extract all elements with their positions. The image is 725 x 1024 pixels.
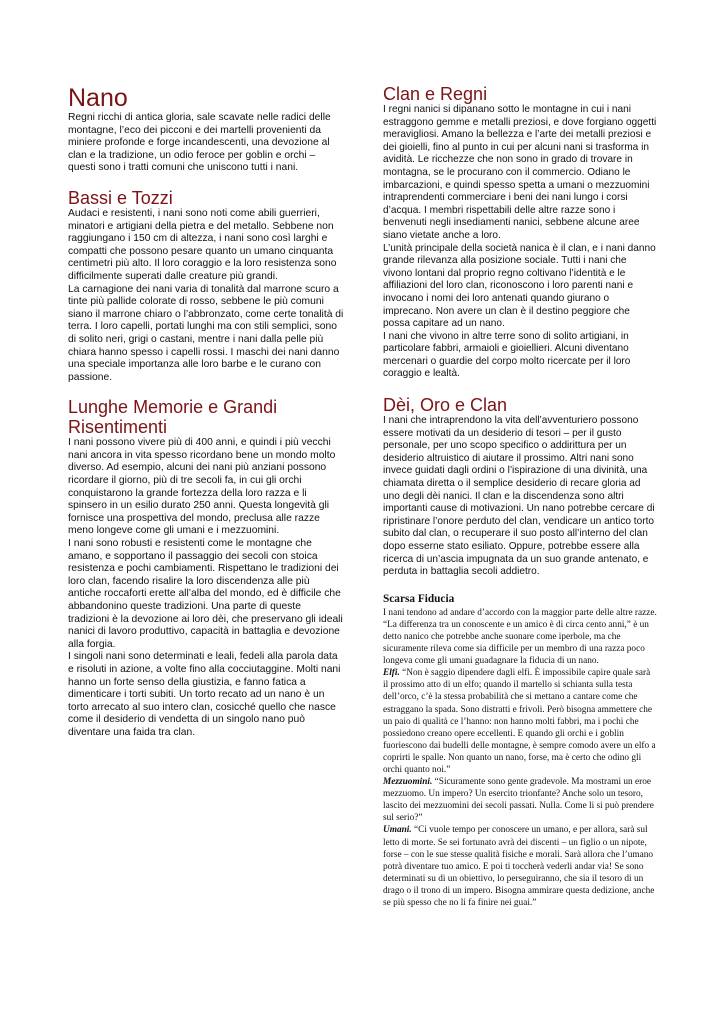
section-title-dei-oro-e-clan: Dèi, Oro e Clan [383, 395, 508, 416]
sidebar-entry-elfi [383, 667, 657, 776]
section-title-bassi-e-tozzi: Bassi e Tozzi [68, 187, 173, 208]
sidebar-title: Scarsa Fiducia [383, 592, 455, 605]
paragraph: I regni nanici si dipanano sotto le montagne in cui i nani estraggono gemme e metalli preziosi, e dove forgiano oggetti meravigliosi. Amano la bellezza e l’arte dei metalli preziosi e dei gioielli, fino al punto in cui per alcuni nani si trasforma in avidità. Le ricchezze che non sono in grado di trovare in montagna, se le procurano con il commercio. Odiano le imbarcazioni, e quindi spesso spetta a umani o mezzuomini intraprendenti commerciare i beni dei nani lungo i corsi d’acqua. I membri rispettabili delle altre razze sono i benvenuti negli insediamenti nanici, sebbene alcune aree siano vietate anche a loro. [383, 104, 657, 241]
paragraph: I nani possono vivere più di 400 anni, e quindi i più vecchi nani ancora in vita spesso ricordano bene un mondo molto diverso. Ad esempio, alcuni dei nani più anziani possono ricordare il giorno, più di tre secoli fa, in cui gli orchi conquistarono la grande fortezza della loro razza e li spinsero in un esilio durato 250 anni. Questa longevità gli fornisce una prospettiva del mondo, preclusa alle razze meno longeve come gli umani e i mezzuomini. [68, 437, 336, 537]
section-title-clan-e-regni: Clan e Regni [383, 84, 488, 104]
sidebar-entry-umani [383, 824, 657, 909]
section-title-lunghe-memorie: Lunghe Memorie e Grandi Risentimenti [68, 397, 278, 438]
page-title: Nano [68, 84, 128, 112]
sidebar-entry-mezzuomini [383, 776, 657, 824]
entry-label: Mezzuomini. [383, 777, 433, 788]
sidebar-scarsa-fiducia [383, 593, 657, 909]
entry-label: Umani. [383, 825, 412, 836]
right-column [383, 84, 657, 909]
paragraph: I nani sono robusti e resistenti come le montagne che amano, e sopportano il passaggio dei secoli con stoica resistenza e pochi cambiamenti. Rispettano le tradizioni dei loro clan, facendo risalire la loro discendenza alle più antiche roccaforti erette all’alba del mondo, ed è difficile che abbandonino queste tradizioni. Una parte di queste tradizioni è la devozione ai loro dèi, che preservano gli ideali nanici di lavoro produttivo, capacità in battaglia e devozione alla forgia. [68, 538, 343, 650]
paragraph: La carnagione dei nani varia di tonalità dal marrone scuro a tinte più pallide colorate di rosso, sebbene le più comuni siano il marrone chiaro o l’abbronzato, come certe tonalità di terra. I loro capelli, portati lunghi ma con stili semplici, sono di solito neri, grigi o castani, mentre i nani dalla pelle più chiara hanno spesso i capelli rossi. I maschi dei nani danno una speciale importanza alle loro barbe e le curano con passione. [68, 283, 344, 383]
sidebar-intro: I nani tendono ad andare d’accordo con la maggior parte delle altre razze. “La differenza tra un conoscente e un amico è di circa cento anni,” è un detto nanico che potrebbe anche suonare come iperbole, ma che sicuramente rileva come sia difficile per un membro di una razza poco longeva come gli umani guadagnare la fiducia di un nano. [383, 607, 657, 667]
paragraph: I singoli nani sono determinati e leali, fedeli alla parola data e risoluti in azione, a volte fino alla cocciutaggine. Molti nani hanno un forte senso della giustizia, e fanno fatica a dimenticare i torti subiti. Un torto recato ad un nano è un torto arrecato al suo intero clan, cosicché quello che nasce come il desiderio di vendetta di un singolo nano può diventare una faida tra clan. [68, 651, 341, 738]
paragraph: Audaci e resistenti, i nani sono noti come abili guerrieri, minatori e artigiani della pietra e del metallo. Sebbene non raggiungano i 150 cm di altezza, i nani sono così larghi e compatti che possono pesare quanto un umano cinquanta centimetri più alto. Il loro coraggio e la loro resistenza sono difficilmente superati dalle creature più grandi. [68, 207, 337, 282]
left-column [68, 84, 344, 740]
paragraph: I nani che intraprendono la vita dell’avventuriero possono essere motivati da un desiderio di tesori – per il gusto personale, per uno scopo specifico o addirittura per un desiderio altruistico di aiutare il prossimo. Altri nani sono invece guidati dagli ordini o l’ispirazione di una divinità, una chiamata diretta o il semplice desiderio di recare gloria ad uno degli dèi nanici. Il clan e la discendenza sono altri importanti cause di motivazioni. Un nano potrebbe cercare di ripristinare l’onore perduto del clan, vendicare un antico torto subito dal clan, o recuperare il suo posto all’interno del clan dopo esserne stato esiliato. Oppure, potrebbe essere alla ricerca di un’ascia impugnata da un suo grande antenato, e perduta in battaglia secoli addietro. [383, 415, 655, 578]
entry-text: “Ci vuole tempo per conoscere un umano, e per allora, sarà sul letto di morte. Se sei fortunato avrà dei discenti – un figlio o un nipote, forse – con le sue stesse qualità fisiche e morali. Sarà allora che l’umano potrà diventare tuo amico. E poi ti toccherà vederli andar via! Se sono determinati su di un obiettivo, lo perseguiranno, che sia il tesoro di un drago o il trono di un impero. Bisogna ammirare questa dedizione, anche se più spesso che no li fa finire nei guai.” [383, 825, 655, 909]
entry-text: “Non è saggio dipendere dagli elfi. È impossibile capire quale sarà il prossimo atto di un elfo; quando il martello si schianta sulla testa dell’orco, c’è la stessa probabilità che si mettano a cantare come che estraggano la spada. Sono distratti e frivoli. Però bisogna ammettere che un paio di qualità ce l’hanno: non hanno molti fabbri, ma i pochi che possiedono creano opere eccellenti. E quando gli orchi e i goblin fuoriescono dai budelli delle montagne, è sempre comodo avere un elfo a coprirti le spalle. Non quanto un nano, forse, ma è certo che odino gli orchi quanto noi.” [383, 668, 656, 775]
intro-paragraph: Regni ricchi di antica gloria, sale scavate nelle radici delle montagne, l’eco dei picconi e dei martelli provenienti da miniere profonde e forge incandescenti, una devozione al clan e la tradizione, un odio feroce per goblin e orchi – questi sono i tratti comuni che uniscono tutti i nani. [68, 112, 331, 174]
paragraph: L’unità principale della società nanica è il clan, e i nani danno grande rilevanza alla posizione sociale. Tutti i nani che vivono lontani dal proprio regno coltivano l’identità e le affiliazioni del loro clan, riconoscono i loro parenti nani e invocano i nomi dei loro antenati quando giurano o imprecano. Non avere un clan è il destino peggiore che possa capitare ad un nano. [383, 242, 656, 330]
entry-label: Elfi. [383, 668, 400, 679]
entry-text: “Sicuramente sono gente gradevole. Ma mostrami un eroe mezzuomo. Un impero? Un esercito trionfante? Anche solo un tesoro, lascito dei mezzuomini dei secoli passati. Nulla. Come li si può prendere sul serio?” [383, 777, 654, 824]
paragraph: I nani che vivono in altre terre sono di solito artigiani, in particolare fabbri, armaioli e gioiellieri. Alcuni diventano mercenari o guardie del corpo molto ricercate per il loro coraggio e lealtà. [383, 330, 631, 380]
